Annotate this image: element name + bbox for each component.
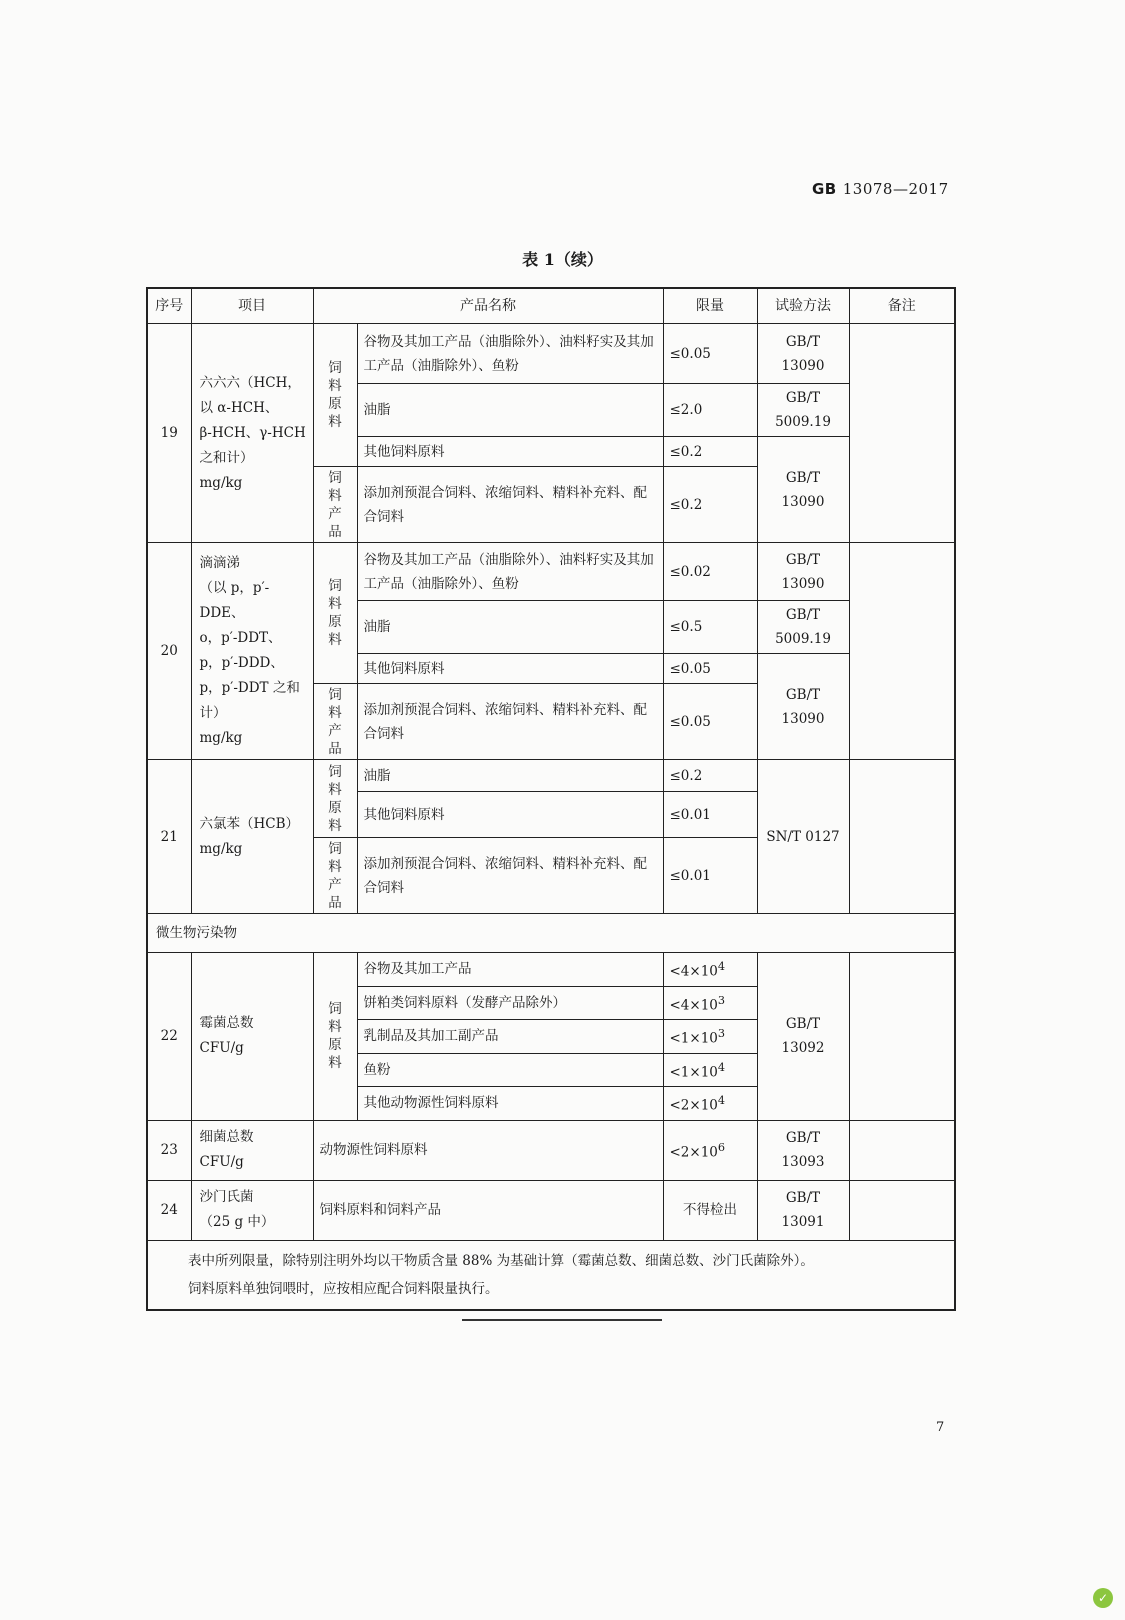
product-name: 乳制品及其加工副产品: [357, 1020, 663, 1054]
item-name: 沙门氏菌 （25 g 中）: [191, 1180, 313, 1240]
item-name: 六六六（HCH， 以 α-HCH、 β-HCH、γ-HCH 之和计） mg/kg: [191, 324, 313, 543]
product-name: 其他动物源性饲料原料: [357, 1087, 663, 1121]
limit-value: ≤0.5: [663, 601, 757, 654]
limit-value: ≤0.05: [663, 684, 757, 760]
row-number: 24: [147, 1180, 191, 1240]
remark-cell: [849, 1120, 955, 1180]
test-method: GB/T 13090: [757, 437, 849, 543]
row-number: 20: [147, 543, 191, 760]
section-title: 微生物污染物: [147, 914, 955, 953]
col-header-remark: 备注: [849, 288, 955, 324]
limits-table: [146, 287, 956, 1311]
category-feed-material: 饲 料 原 料: [313, 543, 357, 684]
product-name: 油脂: [357, 384, 663, 437]
note-line: 表中所列限量，除特别注明外均以干物质含量 88% 为基础计算（霉菌总数、细菌总数、沙门氏菌除外）。: [188, 1252, 814, 1269]
limit-value: $<4\times 10^4$: [663, 953, 757, 987]
limit-value: ≤0.2: [663, 437, 757, 467]
limit-value: ≤0.2: [663, 760, 757, 792]
item-name: 霉菌总数 CFU/g: [191, 953, 313, 1121]
row-number: 21: [147, 760, 191, 914]
table-row: [147, 1120, 955, 1180]
product-name: 鱼粉: [357, 1053, 663, 1087]
col-header-no: 序号: [147, 288, 191, 324]
test-method: GB/T 13092: [757, 953, 849, 1121]
section-row: [147, 914, 955, 953]
test-method: GB/T 13093: [757, 1120, 849, 1180]
product-name: 添加剂预混合饲料、浓缩饲料、精料补充料、配合饲料: [357, 684, 663, 760]
product-name: 其他饲料原料: [357, 437, 663, 467]
product-name: 其他饲料原料: [357, 654, 663, 684]
table-row: [147, 1180, 955, 1240]
category-feed-product: 饲 料 产 品: [313, 467, 357, 543]
item-name: 细菌总数 CFU/g: [191, 1120, 313, 1180]
row-number: 22: [147, 953, 191, 1121]
product-name: 饼粕类饲料原料（发酵产品除外）: [357, 986, 663, 1020]
remark-cell: [849, 760, 955, 914]
limit-value: $<2\times 10^4$: [663, 1087, 757, 1121]
limit-value: $<1\times 10^4$: [663, 1053, 757, 1087]
table-row: [147, 543, 955, 601]
item-name: 六氯苯（HCB） mg/kg: [191, 760, 313, 914]
test-method: GB/T 13091: [757, 1180, 849, 1240]
end-rule: [462, 1319, 662, 1321]
limit-value: $<4\times 10^3$: [663, 986, 757, 1020]
remark-cell: [849, 1180, 955, 1240]
category-feed-product: 饲 料 产 品: [313, 684, 357, 760]
test-method: GB/T 13090: [757, 654, 849, 760]
col-header-product: 产品名称: [313, 288, 663, 324]
item-name: 滴滴涕 （以 p，p′-DDE、 o，p′-DDT、 p，p′-DDD、 p，p′-DDT 之和 计） mg/kg: [191, 543, 313, 760]
col-header-limit: 限量: [663, 288, 757, 324]
limit-value: ≤0.01: [663, 792, 757, 838]
limit-value: 不得检出: [663, 1180, 757, 1240]
category-feed-material: 饲 料 原 料: [313, 953, 357, 1121]
product-name: 油脂: [357, 601, 663, 654]
category-feed-material: 饲 料 原 料: [313, 760, 357, 838]
limit-value: ≤0.02: [663, 543, 757, 601]
table-row: [147, 760, 955, 792]
product-name: 添加剂预混合饲料、浓缩饲料、精料补充料、配合饲料: [357, 467, 663, 543]
table-title: 表 1（续）: [522, 250, 603, 269]
limit-value: ≤0.01: [663, 838, 757, 914]
table-row: [147, 953, 955, 987]
product-name: 谷物及其加工产品（油脂除外）、油料籽实及其加工产品（油脂除外）、鱼粉: [357, 324, 663, 384]
product-name: 谷物及其加工产品（油脂除外）、油料籽实及其加工产品（油脂除外）、鱼粉: [357, 543, 663, 601]
limit-value: ≤0.05: [663, 324, 757, 384]
page-number: 7: [936, 1420, 945, 1435]
product-name: 谷物及其加工产品: [357, 953, 663, 987]
category-feed-material: 饲 料 原 料: [313, 324, 357, 467]
row-number: 23: [147, 1120, 191, 1180]
test-method: SN/T 0127: [757, 760, 849, 914]
note-line: 饲料原料单独饲喂时，应按相应配合饲料限量执行。: [188, 1280, 499, 1297]
product-name: 动物源性饲料原料: [313, 1120, 663, 1180]
standard-code: GB 13078—2017: [812, 180, 949, 198]
note-row: [147, 1240, 955, 1310]
product-name: 添加剂预混合饲料、浓缩饲料、精料补充料、配合饲料: [357, 838, 663, 914]
product-name: 饲料原料和饲料产品: [313, 1180, 663, 1240]
remark-cell: [849, 543, 955, 760]
table-note: [147, 1240, 955, 1310]
table-header-row: [147, 288, 955, 324]
test-method: GB/T 13090: [757, 324, 849, 384]
table-row: [147, 324, 955, 384]
remark-cell: [849, 953, 955, 1121]
product-name: 油脂: [357, 760, 663, 792]
limit-value: ≤2.0: [663, 384, 757, 437]
limit-value: $<2\times 10^6$: [663, 1120, 757, 1180]
col-header-method: 试验方法: [757, 288, 849, 324]
remark-cell: [849, 324, 955, 543]
category-feed-product: 饲 料 产 品: [313, 838, 357, 914]
test-method: GB/T 5009.19: [757, 601, 849, 654]
test-method: GB/T 5009.19: [757, 384, 849, 437]
test-method: GB/T 13090: [757, 543, 849, 601]
limit-value: $<1\times 10^3$: [663, 1020, 757, 1054]
product-name: 其他饲料原料: [357, 792, 663, 838]
limit-value: ≤0.05: [663, 654, 757, 684]
row-number: 19: [147, 324, 191, 543]
logo-icon: ✓: [1093, 1588, 1113, 1608]
col-header-item: 项目: [191, 288, 313, 324]
limit-value: ≤0.2: [663, 467, 757, 543]
